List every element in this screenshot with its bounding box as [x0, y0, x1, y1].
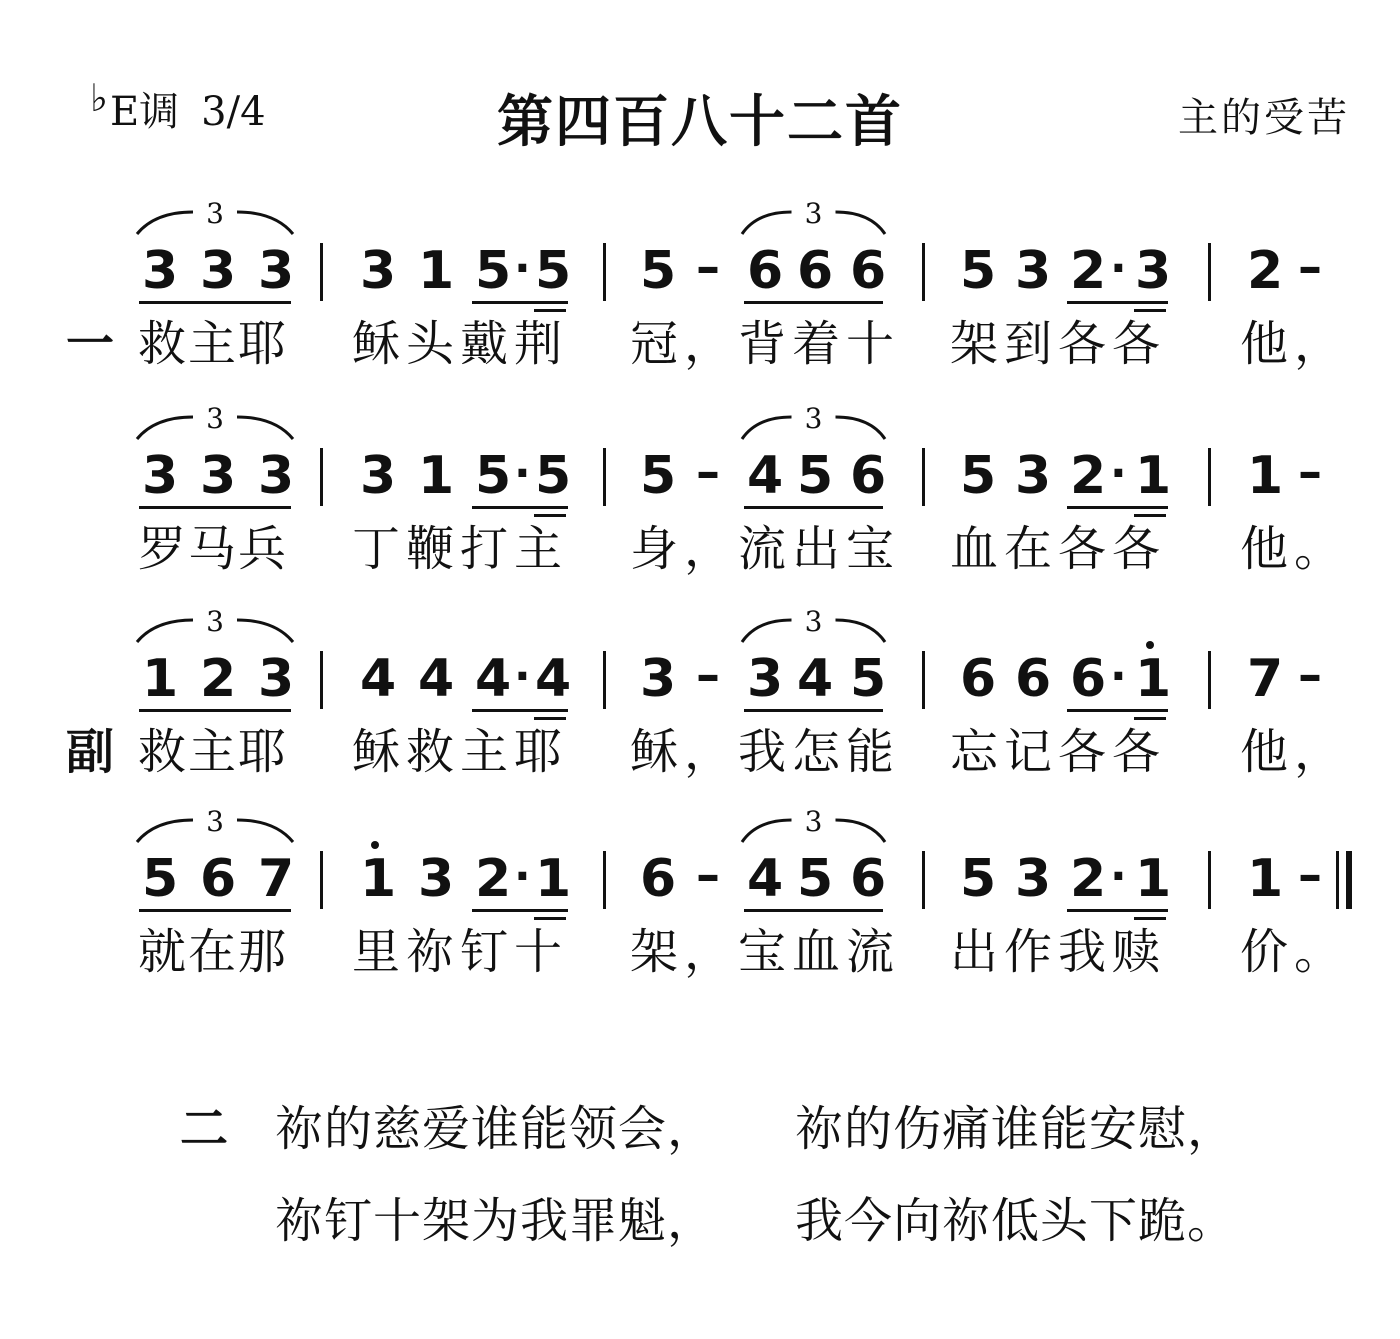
note: 6: [850, 446, 887, 506]
note: 5: [640, 241, 677, 301]
note: 1: [1135, 849, 1172, 909]
note: 5: [850, 649, 887, 709]
eighth-beam: [139, 709, 291, 712]
time-signature: 3/4: [201, 89, 266, 135]
slur-arc: [836, 212, 886, 234]
music-system: [0, 605, 1400, 788]
slur-arc: [742, 212, 792, 234]
verse-two-line-1a: 祢的慈爱谁能领会，: [275, 1101, 717, 1157]
note: 4: [475, 649, 512, 709]
lyrics-row: [0, 720, 1400, 784]
eighth-beam: [1067, 506, 1168, 509]
eighth-beam: [472, 709, 568, 712]
dotted-rhythm-dot: ·: [1110, 243, 1127, 294]
note: 5: [535, 241, 572, 301]
note: 3: [258, 446, 295, 506]
eighth-beam: [139, 909, 291, 912]
note: 1: [142, 649, 179, 709]
note: 3: [258, 649, 295, 709]
lyric-segment: 稣头戴荆: [352, 316, 569, 372]
hymn-subtitle: 主的受苦: [1178, 95, 1350, 141]
note: 6: [850, 241, 887, 301]
note: 3: [1015, 849, 1052, 909]
eighth-beam: [1067, 709, 1168, 712]
eighth-beam: [472, 909, 568, 912]
note: 3: [418, 849, 455, 909]
note: 1: [418, 241, 455, 301]
eighth-beam: [1067, 301, 1168, 304]
lyrics-row: [0, 312, 1400, 376]
note: 1: [1247, 446, 1284, 506]
flat-sign: ♭: [90, 76, 108, 120]
dash-note: –: [696, 847, 720, 903]
verse-two-line-2a: 祢钉十架为我罪魁，: [275, 1193, 717, 1249]
note: 1: [1135, 446, 1172, 506]
dotted-rhythm-dot: ·: [514, 851, 531, 902]
lyric-segment: 罗马兵: [138, 521, 289, 577]
dash-note: –: [696, 444, 720, 500]
note: 3: [360, 446, 397, 506]
note: 3: [142, 446, 179, 506]
triplet-number: 3: [206, 605, 224, 638]
eighth-beam: [1067, 909, 1168, 912]
triplet-number: 3: [206, 402, 224, 435]
eighth-beam: [139, 506, 291, 509]
dotted-rhythm-dot: ·: [514, 651, 531, 702]
octave-high-dot: [371, 841, 379, 849]
triplet-number: 3: [206, 197, 224, 230]
header: [0, 0, 1400, 180]
bar-line: [603, 651, 606, 709]
lyric-segment: 里祢钉十: [352, 924, 569, 980]
slur-arc: [742, 417, 792, 439]
note: 6: [850, 849, 887, 909]
slur-arc: [836, 417, 886, 439]
note: 2: [475, 849, 512, 909]
music-system: [0, 197, 1400, 380]
note: 6: [960, 649, 997, 709]
triplet-slur: [740, 616, 887, 646]
note: 4: [747, 849, 784, 909]
notes-row: [0, 402, 1400, 515]
bar-line: [320, 651, 323, 709]
slur-arc: [137, 417, 193, 439]
note: 6: [797, 241, 834, 301]
dotted-rhythm-dot: ·: [514, 448, 531, 499]
triplet-number: 3: [804, 805, 823, 838]
note: 6: [1015, 649, 1052, 709]
lyric-segment: 出作我赎: [950, 924, 1167, 980]
lyric-segment: 他，: [1240, 316, 1349, 372]
note: 5: [475, 241, 512, 301]
dotted-rhythm-dot: ·: [514, 243, 531, 294]
triplet-number: 3: [804, 402, 823, 435]
slur-arc: [836, 620, 886, 642]
slur-arc: [237, 417, 293, 439]
bar-line: [922, 851, 925, 909]
note: 2: [1070, 241, 1107, 301]
lyric-segment: 稣救主耶: [352, 724, 569, 780]
note: 1: [360, 849, 397, 909]
lyric-segment: 架，宝血流: [630, 924, 901, 980]
note: 3: [640, 649, 677, 709]
lyric-segment: 救主耶: [138, 724, 289, 780]
note: 3: [1015, 446, 1052, 506]
triplet-slur: [135, 816, 295, 846]
triplet-slur: [740, 816, 887, 846]
note: 2: [1247, 241, 1284, 301]
lyric-segment: 冠，背着十: [630, 316, 901, 372]
lyric-segment: 架到各各: [950, 316, 1167, 372]
triplet-number: 3: [206, 805, 224, 838]
bar-line: [922, 651, 925, 709]
note: 1: [1247, 849, 1284, 909]
bar-line: [603, 243, 606, 301]
note: 6: [640, 849, 677, 909]
triplet-slur: [135, 616, 295, 646]
lyric-segment: 就在那: [138, 924, 289, 980]
key-name: E调: [109, 89, 180, 135]
lyrics-row: [0, 920, 1400, 984]
note: 6: [200, 849, 237, 909]
note: 2: [1070, 446, 1107, 506]
slur-arc: [237, 620, 293, 642]
triplet-slur: [135, 413, 295, 443]
note: 4: [535, 649, 572, 709]
verse-label: 副: [66, 724, 115, 780]
eighth-beam: [139, 301, 291, 304]
lyric-segment: 价。: [1240, 924, 1349, 980]
lyric-segment: 救主耶: [138, 316, 289, 372]
note: 1: [1135, 649, 1172, 709]
note: 5: [535, 446, 572, 506]
note: 2: [200, 649, 237, 709]
eighth-beam: [744, 506, 883, 509]
note: 3: [1015, 241, 1052, 301]
lyric-segment: 他。: [1240, 521, 1349, 577]
note: 7: [258, 849, 295, 909]
notes-row: [0, 605, 1400, 718]
slur-arc: [137, 212, 193, 234]
notes-row: [0, 197, 1400, 310]
verse-two-line-2b: 我今向祢低头下跪。: [795, 1193, 1237, 1249]
note: 1: [535, 849, 572, 909]
slur-arc: [237, 212, 293, 234]
triplet-slur: [740, 413, 887, 443]
dash-note: –: [1298, 647, 1322, 703]
note: 1: [418, 446, 455, 506]
dash-note: –: [1298, 444, 1322, 500]
slur-arc: [742, 620, 792, 642]
notes-row: [0, 805, 1400, 918]
note: 5: [797, 849, 834, 909]
bar-line: [320, 851, 323, 909]
note: 5: [640, 446, 677, 506]
note: 4: [797, 649, 834, 709]
lyric-segment: 血在各各: [950, 521, 1167, 577]
note: 3: [200, 241, 237, 301]
note: 5: [960, 849, 997, 909]
note: 5: [142, 849, 179, 909]
triplet-slur: [740, 208, 887, 238]
lyric-segment: 稣，我怎能: [630, 724, 901, 780]
slur-arc: [237, 820, 293, 842]
note: 3: [747, 649, 784, 709]
verse-two-line-1b: 祢的伤痛谁能安慰，: [795, 1101, 1237, 1157]
eighth-beam: [744, 301, 883, 304]
page-title: 第四百八十二首: [497, 90, 903, 155]
eighth-beam: [472, 301, 568, 304]
note: 4: [360, 649, 397, 709]
note: 2: [1070, 849, 1107, 909]
note: 3: [142, 241, 179, 301]
bar-line: [320, 243, 323, 301]
bar-line: [1336, 851, 1339, 909]
note: 5: [797, 446, 834, 506]
bar-line: [603, 448, 606, 506]
bar-line: [603, 851, 606, 909]
bar-line: [922, 448, 925, 506]
note: 3: [200, 446, 237, 506]
lyric-segment: 忘记各各: [950, 724, 1167, 780]
final-bar-line: [1346, 851, 1352, 909]
dotted-rhythm-dot: ·: [1110, 851, 1127, 902]
triplet-number: 3: [804, 197, 823, 230]
note: 7: [1247, 649, 1284, 709]
triplet-number: 3: [804, 605, 823, 638]
dotted-rhythm-dot: ·: [1110, 448, 1127, 499]
slur-arc: [137, 820, 193, 842]
eighth-beam: [744, 909, 883, 912]
note: 4: [747, 446, 784, 506]
note: 5: [475, 446, 512, 506]
verse-label: 一: [66, 316, 115, 372]
dotted-rhythm-dot: ·: [1110, 651, 1127, 702]
verse-two-label: 二: [180, 1101, 229, 1157]
music-system: [0, 805, 1400, 988]
bar-line: [1208, 851, 1211, 909]
lyric-segment: 身，流出宝: [630, 521, 901, 577]
slur-arc: [742, 820, 792, 842]
note: 6: [1070, 649, 1107, 709]
bar-line: [922, 243, 925, 301]
triplet-slur: [135, 208, 295, 238]
lyric-segment: 丁鞭打主: [352, 521, 569, 577]
bar-line: [1208, 651, 1211, 709]
music-system: [0, 402, 1400, 585]
dash-note: –: [696, 239, 720, 295]
lyric-segment: 他，: [1240, 724, 1349, 780]
slur-arc: [137, 620, 193, 642]
octave-high-dot: [1146, 641, 1154, 649]
lyrics-row: [0, 517, 1400, 581]
note: 6: [747, 241, 784, 301]
note: 4: [418, 649, 455, 709]
note: 3: [1135, 241, 1172, 301]
note: 3: [258, 241, 295, 301]
dash-note: –: [1298, 847, 1322, 903]
dash-note: –: [1298, 239, 1322, 295]
bar-line: [320, 448, 323, 506]
note: 5: [960, 446, 997, 506]
note: 3: [360, 241, 397, 301]
slur-arc: [836, 820, 886, 842]
bar-line: [1208, 448, 1211, 506]
dash-note: –: [696, 647, 720, 703]
bar-line: [1208, 243, 1211, 301]
eighth-beam: [472, 506, 568, 509]
note: 5: [960, 241, 997, 301]
eighth-beam: [744, 709, 883, 712]
